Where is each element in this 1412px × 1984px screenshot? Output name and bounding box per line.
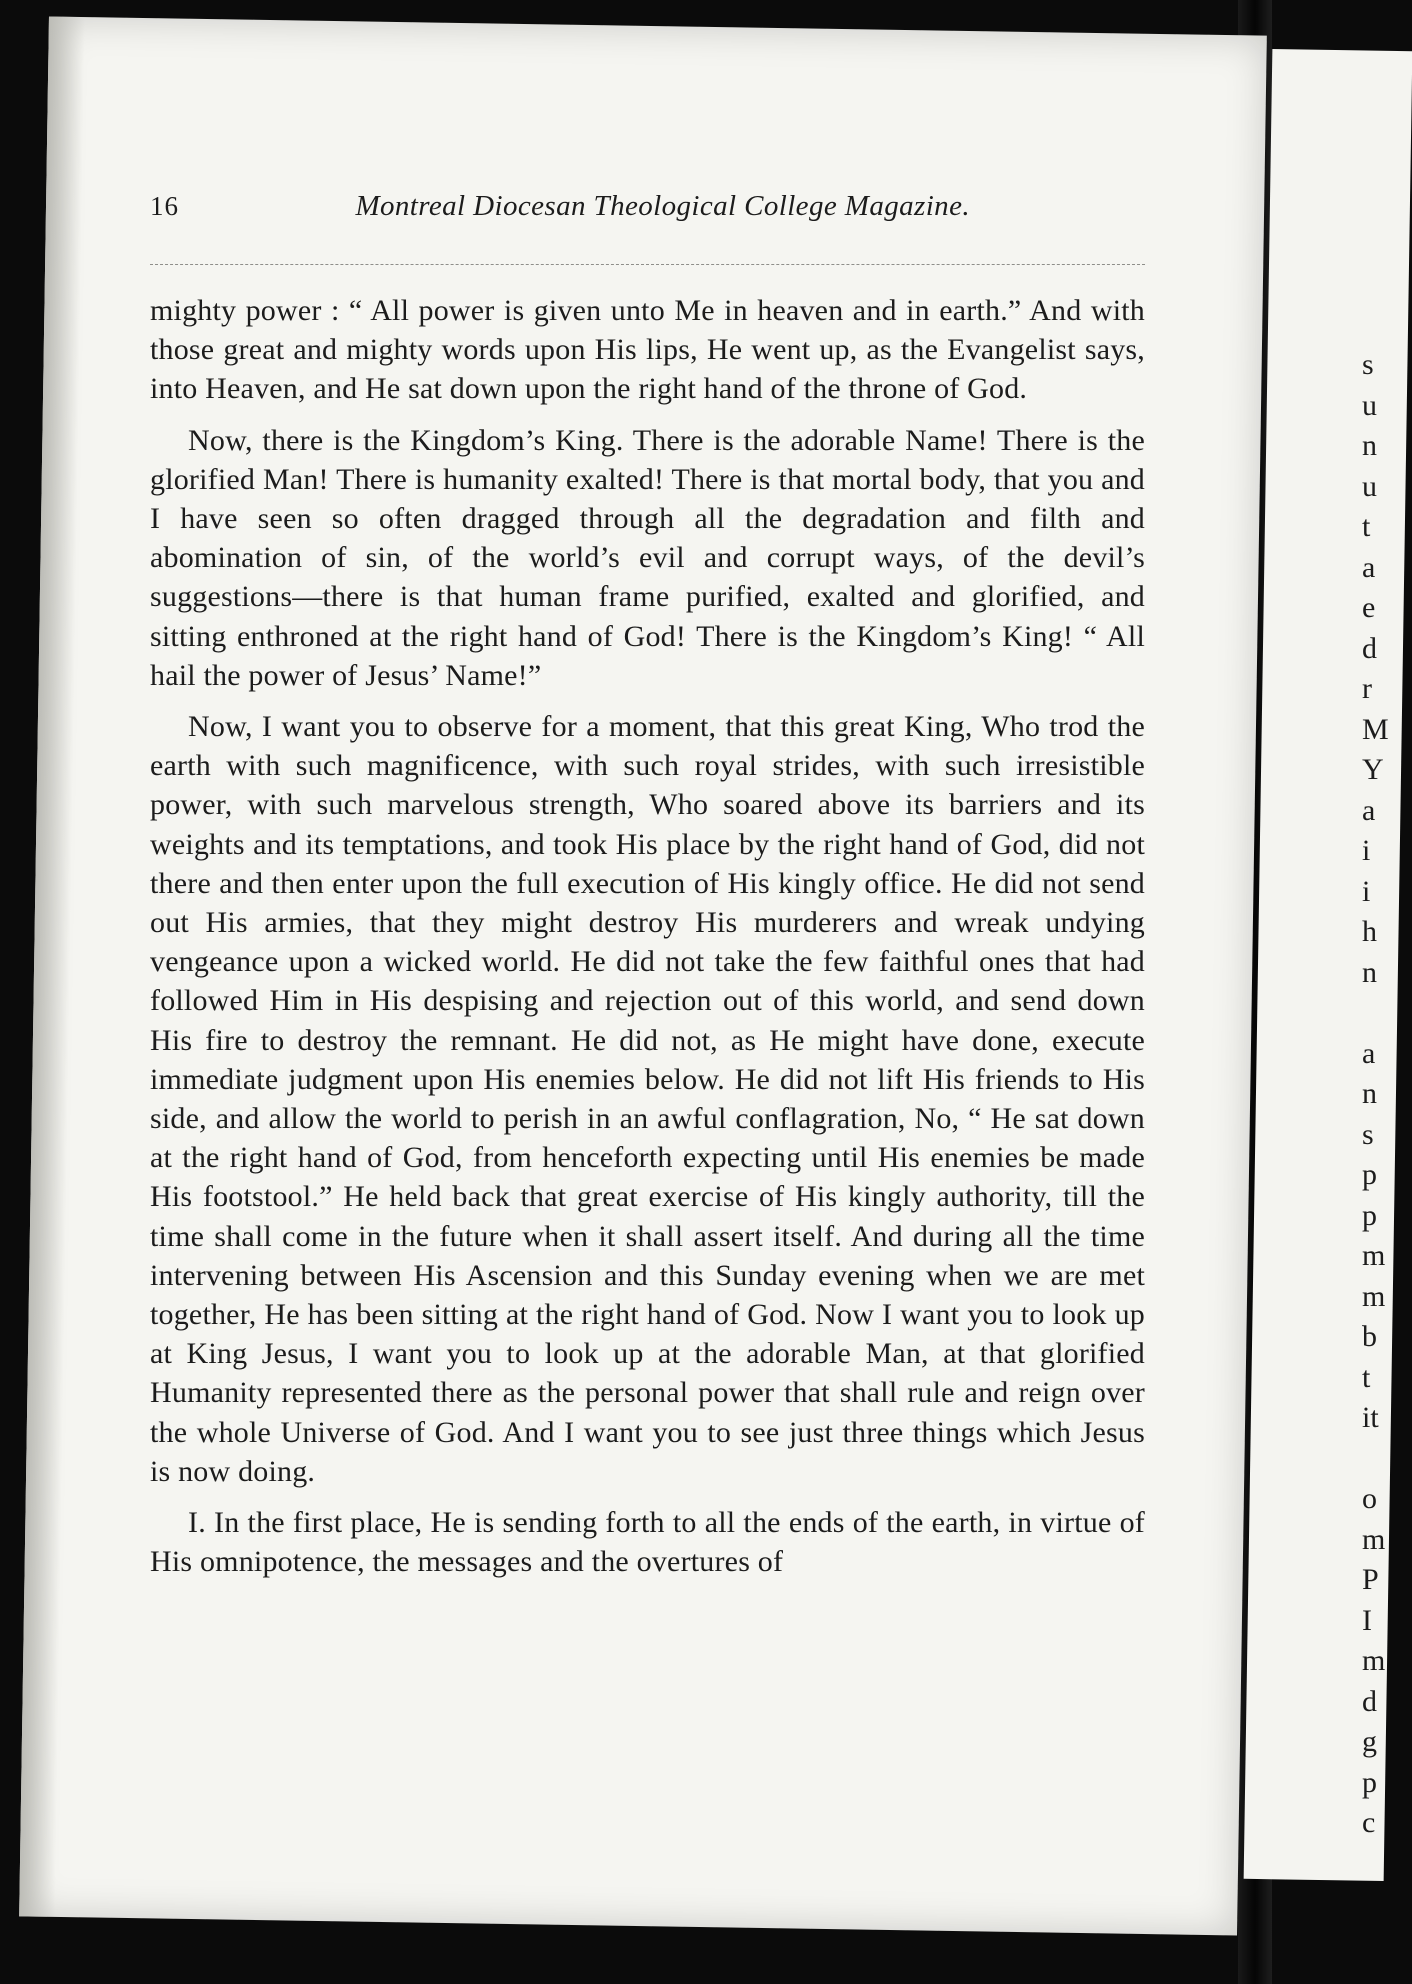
paragraph: I. In the first place, He is sending forth to all the ends of the earth, in virtue of His omnipotence, the messages and the overtures of (150, 1506, 1145, 1579)
facing-page-fragment: i (1362, 834, 1371, 867)
facing-page-fragment: m (1362, 1522, 1386, 1556)
facing-page-fragment: M (1362, 712, 1389, 746)
facing-page-fragment: e (1362, 591, 1376, 624)
facing-page-fragment: p (1362, 1765, 1377, 1799)
facing-page-fragment: a (1362, 1036, 1376, 1070)
facing-page-fragment: n (1362, 429, 1377, 462)
facing-page-fragment: I (1362, 1603, 1372, 1637)
facing-page-fragment: p (1362, 1158, 1377, 1191)
body-text (150, 291, 1145, 1582)
facing-page-fragment: a (1362, 793, 1376, 827)
facing-page-fragment: h (1362, 915, 1377, 948)
facing-page-fragment: a (1362, 550, 1376, 584)
paragraph: mighty power : “ All power is given unto Me in heaven and in earth.” And with those great and mighty words upon His lips, He went up, as the Evangelist says, into Heaven, and He sat down upon the right hand of the throne of God. (150, 294, 1145, 406)
running-head (150, 190, 1145, 265)
facing-page-fragment: it (1362, 1401, 1379, 1434)
facing-page-fragment: m (1362, 1239, 1386, 1272)
paragraph: Now, there is the Kingdom’s King. There is the adorable Name! There is the glorified Man! There is humanity exalted! There is that mortal body, that you and I have seen so often dragged through all the degradation and filth and abomination of sin, of the world’s evil and corrupt ways, of the devil’s suggestions—there is that human frame purified, exalted and glorified, and sitting enthroned at the right hand of God! There is the Kingdom’s King! “ All hail the power of Jesus’ Name!” (150, 423, 1145, 692)
facing-page-fragment: g (1362, 1725, 1377, 1758)
facing-page-fragment: r (1362, 672, 1372, 705)
facing-page-fragment: b (1362, 1320, 1377, 1353)
facing-page-fragment (1362, 993, 1402, 1034)
facing-page-fragment: c (1362, 1806, 1376, 1839)
facing-page-fragment: d (1362, 631, 1377, 665)
facing-page-fragment: t (1362, 510, 1371, 543)
magazine-title: Montreal Diocesan Theological College Magazine. (355, 190, 970, 222)
facing-page-fragment: n (1362, 1077, 1377, 1110)
facing-page-fragment: m (1362, 1644, 1386, 1677)
facing-page-fragment: d (1362, 1684, 1377, 1718)
facing-page-fragment: o (1362, 1482, 1377, 1515)
paragraph: Now, I want you to observe for a moment, that this great King, Who trod the earth with such magnificence, with such royal strides, with such irresistible power, with such marvelous strength, Who soared above its barriers and its weights and its temptations, and took His place by the right hand of God, did not there and then enter upon the full execution of His kingly office. He did not send out His armies, that they might destroy His murderers and wreak undying vengeance upon a wicked world. He did not take the few faithful ones that had followed Him in His despising and rejection out of this world, and send down His fire to destroy the remnant. He did not, as He might have done, execute immediate judgment upon His enemies below. He did not lift His friends to His side, and allow the world to perish in an awful conflagration, No, “ He sat down at the right hand of God, from henceforth expecting until His enemies be made His footstool.” He held back that great exercise of His kingly authority, till the time shall come in the future when it shall assert itself. And during all the time intervening between His Ascension and this Sunday evening when we are met together, He has been sitting at the right hand of God. Now I want you to look up at King Jesus, I want you to look up at the adorable Man, at that glorified Humanity represented there as the personal power that shall rule and reign over the whole Universe of God. And I want you to see just three things which Jesus is now doing. (150, 710, 1145, 1488)
facing-page-fragment: i (1362, 874, 1371, 908)
facing-page-fragment: m (1362, 1279, 1386, 1313)
page-number: 16 (150, 191, 179, 221)
facing-page-fragment (1362, 1439, 1402, 1480)
page-content (150, 190, 1145, 1594)
facing-page-fragment: t (1362, 1360, 1371, 1394)
facing-page-fragment: n (1362, 955, 1377, 989)
facing-page-fragment: u (1362, 469, 1377, 503)
facing-page-text-fragments (1362, 345, 1402, 1844)
facing-page-fragment: s (1362, 1117, 1374, 1151)
facing-page-fragment: Y (1362, 753, 1384, 786)
facing-page-fragment: P (1362, 1563, 1379, 1596)
facing-page-fragment: p (1362, 1198, 1377, 1232)
facing-page-fragment: s (1362, 348, 1374, 381)
facing-page-fragment: u (1362, 388, 1377, 422)
